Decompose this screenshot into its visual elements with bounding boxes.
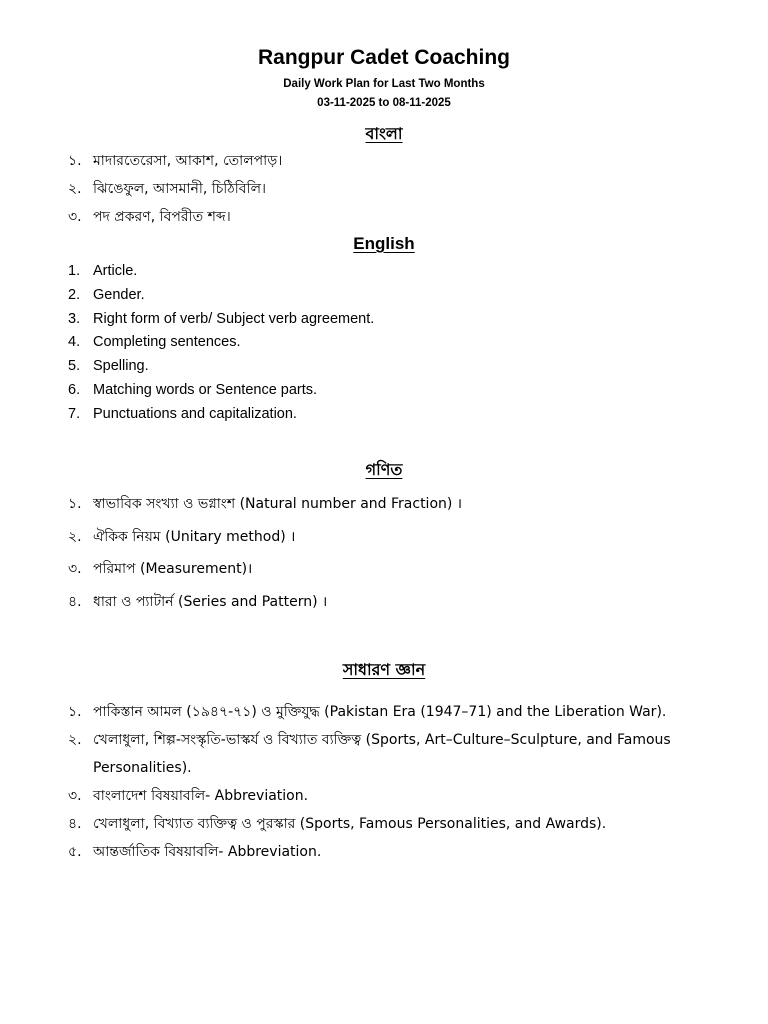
list-item: 1. Article.	[68, 263, 138, 279]
list-item: ২. খেলাধুলা, শিল্প-সংস্কৃতি-ভাস্কর্য ও বিখ্যাত ব্যক্তিত্ব (Sports, Art–Culture–Sculpture, and Famous Personalities).	[68, 732, 671, 776]
list-item: 4. Completing sentences.	[68, 334, 241, 351]
list-item: 7. Punctuations and capitalization.	[68, 405, 297, 422]
math-topic-list	[68, 494, 462, 624]
english-topic-list	[68, 261, 374, 428]
page-subtitle: Daily Work Plan for Last Two Months	[283, 78, 485, 90]
list-item: ৪. খেলাধুলা, বিখ্যাত ব্যক্তিত্ব ও পুরস্কার (Sports, Famous Personalities, and Awards).	[68, 816, 607, 832]
date-range: 03-11-2025 to 08-11-2025	[317, 97, 451, 109]
section-heading-general-knowledge: সাধারণ জ্ঞান	[342, 660, 426, 679]
bangla-topic-list	[68, 151, 282, 235]
list-item: ৩. পদ প্রকরণ, বিপরীত শব্দ।	[68, 209, 231, 225]
section-heading-english: English	[353, 234, 415, 253]
list-item: 2. Gender.	[68, 286, 145, 303]
general-knowledge-topic-list	[68, 698, 753, 866]
page-title: Rangpur Cadet Coaching	[257, 46, 510, 69]
list-item: ৩. পরিমাপ (Measurement)।	[68, 561, 253, 577]
section-heading-math: গণিত	[365, 460, 403, 479]
list-item: ১. মাদারতেরেসা, আকাশ, তোলপাড়।	[68, 153, 283, 169]
list-item: 6. Matching words or Sentence parts.	[68, 381, 318, 398]
list-item: ৪. ধারা ও প্যাটার্ন (Series and Pattern) ।	[68, 593, 328, 610]
list-item: ২. ঐকিক নিয়ম (Unitary method) ।	[68, 528, 296, 545]
list-item: ৫. আন্তর্জাতিক বিষয়াবলি- Abbreviation.	[68, 844, 322, 860]
section-heading-bangla: বাংলা	[365, 124, 403, 143]
list-item: ১. পাকিস্তান আমল (১৯৪৭-৭১) ও মুক্তিযুদ্ধ (Pakistan Era (1947–71) and the Liberation War).	[68, 704, 667, 720]
list-item: 5. Spelling.	[68, 358, 149, 375]
list-item: ৩. বাংলাদেশ বিষয়াবলি- Abbreviation.	[68, 788, 309, 804]
list-item: ২. ঝিঙেফুল, আসমানী, চিঠিবিলি।	[68, 181, 267, 197]
list-item: 3. Right form of verb/ Subject verb agreement.	[68, 310, 375, 327]
list-item: ১. স্বাভাবিক সংখ্যা ও ভগ্নাংশ (Natural number and Fraction) ।	[68, 496, 463, 512]
